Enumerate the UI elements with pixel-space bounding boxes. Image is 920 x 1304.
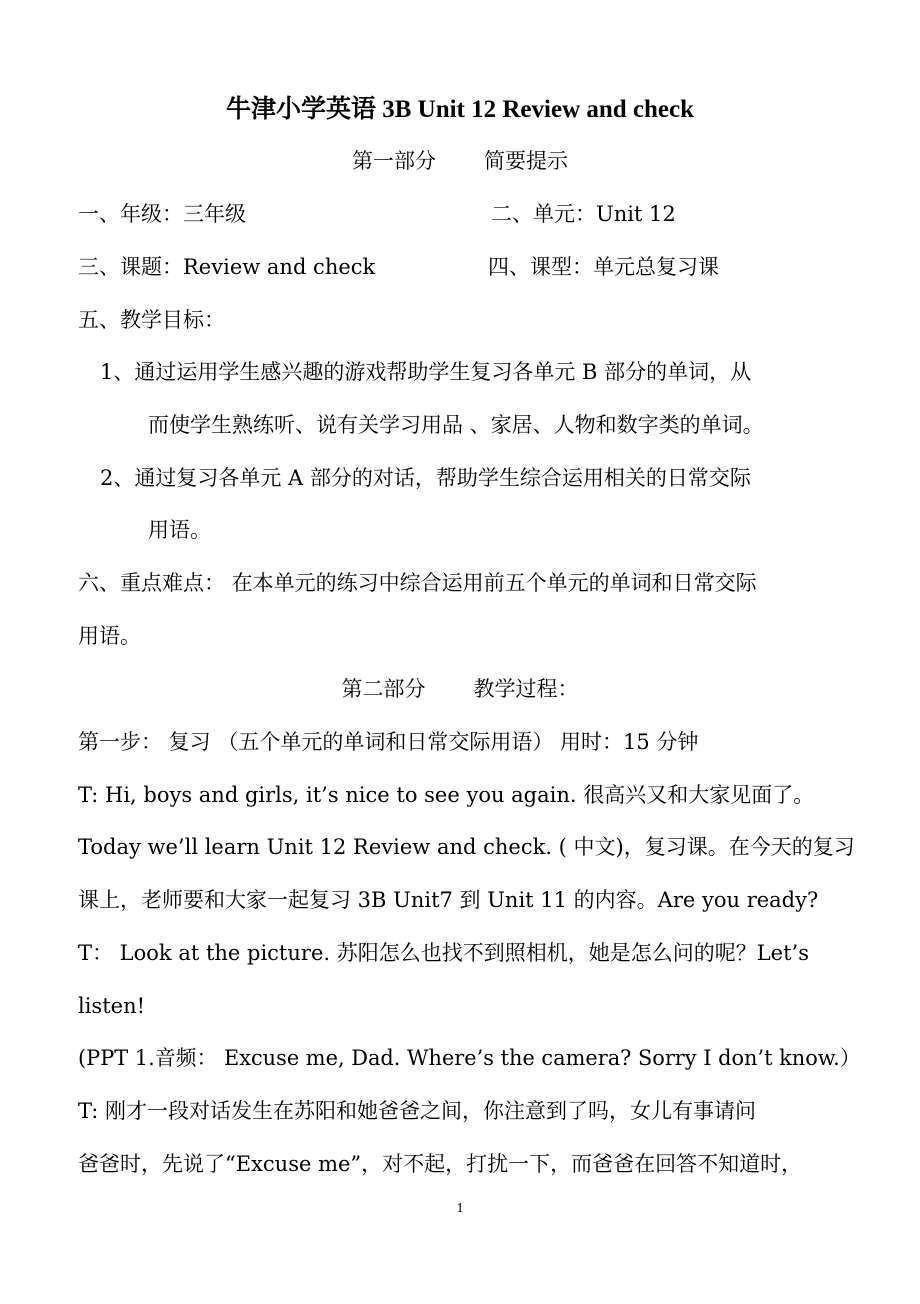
unit-info: 二、单元：Unit 12 — [491, 202, 676, 226]
document-title: 牛津小学英语 3B Unit 12 Review and check — [225, 96, 695, 123]
objectives-heading: 五、教学目标： — [78, 308, 225, 332]
body-line: 课上，老师要和大家一起复习 3B Unit7 到 Unit 11 的内容。Are you ready? — [78, 888, 819, 912]
body-line: Today we’ll learn Unit 12 Review and check. ( 中文)，复习课。在今天的复习 — [78, 835, 855, 859]
part-one-heading — [0, 146, 920, 176]
lesson-type-info: 四、课型：单元总复习课 — [488, 255, 719, 279]
body-line: (PPT 1.音频： Excuse me, Dad. Where’s the camera? Sorry I don’t know.） — [78, 1046, 861, 1070]
part-two-name: 教学过程： — [473, 677, 579, 701]
grade-info: 一、年级：三年级 — [78, 202, 246, 226]
objective-2-line-1: 2、通过复习各单元 A 部分的对话，帮助学生综合运用相关的日常交际 — [100, 466, 751, 490]
body-line: T： Look at the picture. 苏阳怎么也找不到照相机，她是怎么问的呢？Let’s — [78, 941, 809, 965]
body-line: T: Hi, boys and girls, it’s nice to see you again. 很高兴又和大家见面了。 — [78, 783, 815, 807]
keypoints-line-1: 六、重点难点： 在本单元的练习中综合运用前五个单元的单词和日常交际 — [78, 571, 757, 595]
body-line: T: 刚才一段对话发生在苏阳和她爸爸之间，你注意到了吗，女儿有事请问 — [78, 1099, 757, 1123]
part-one-label: 第一部分 — [352, 149, 436, 173]
step-one-heading: 第一步： 复习 （五个单元的单词和日常交际用语） 用时：15 分钟 — [78, 730, 699, 754]
objective-2-line-2: 用语。 — [148, 518, 211, 542]
topic-info: 三、课题：Review and check — [78, 255, 376, 279]
part-two-label: 第二部分 — [341, 677, 426, 701]
body-line: 爸爸时，先说了“Excuse me”，对不起，打扰一下，而爸爸在回答不知道时， — [78, 1152, 803, 1176]
page-number: 1 — [456, 1201, 464, 1216]
keypoints-line-2: 用语。 — [78, 624, 141, 648]
part-one-name: 简要提示 — [484, 149, 568, 173]
objective-1-line-1: 1、通过运用学生感兴趣的游戏帮助学生复习各单元 B 部分的单词，从 — [100, 360, 752, 384]
part-two-heading — [0, 674, 920, 704]
objective-1-line-2: 而使学生熟练听、说有关学习用品 、家居、人物和数字类的单词。 — [148, 413, 764, 437]
body-line: listen! — [78, 994, 146, 1018]
